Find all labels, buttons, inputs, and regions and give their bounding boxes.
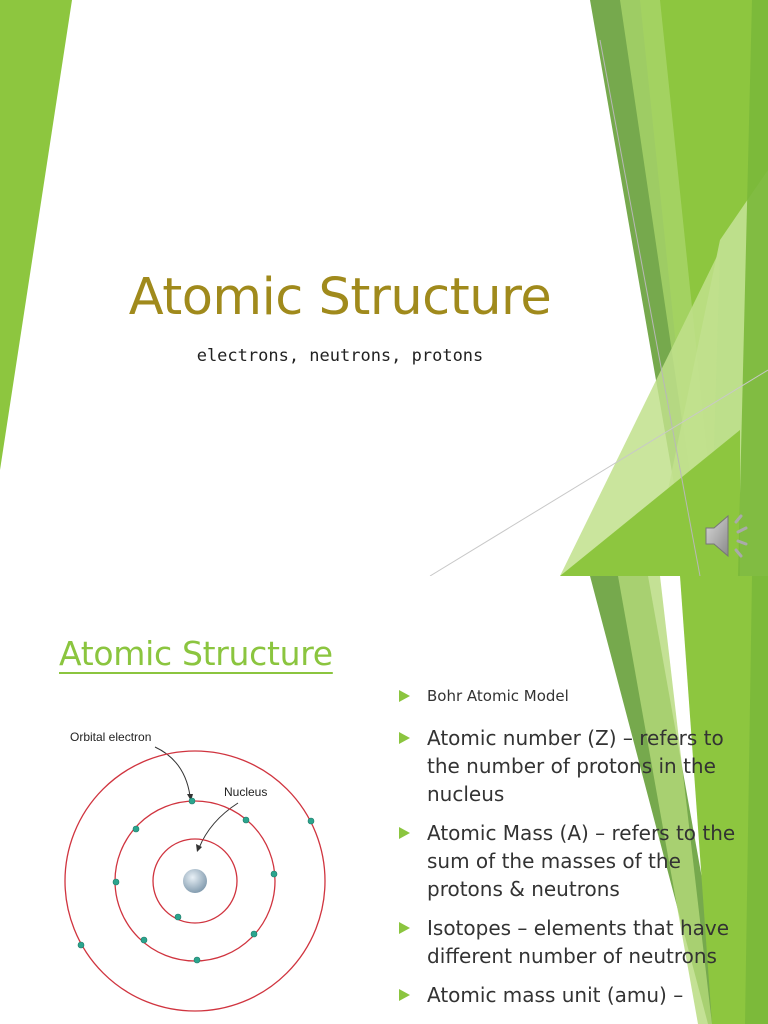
electron	[175, 914, 181, 920]
slide-1-title: Atomic Structure	[128, 268, 552, 327]
bullet-atomic-mass	[397, 819, 737, 903]
nucleus-label: Nucleus	[224, 785, 268, 799]
bullet-amu	[397, 981, 737, 1009]
bullet-text: Isotopes – elements that have different number of neutrons	[427, 916, 730, 968]
left-green-wedge	[0, 0, 72, 470]
slide-2	[0, 576, 768, 1024]
bullet-text: Atomic number (Z) – refers to the number of protons in the nucleus	[427, 726, 724, 806]
bullet-atomic-number	[397, 724, 737, 808]
bullet-arrow-icon	[399, 989, 410, 1001]
electron	[251, 931, 257, 937]
bullet-arrow-icon	[399, 827, 410, 839]
nucleus	[183, 869, 207, 893]
bullet-text: Atomic mass unit (amu) –	[427, 983, 684, 1007]
electron	[308, 818, 314, 824]
bullet-bohr-model	[397, 686, 737, 706]
bullet-isotopes	[397, 914, 737, 970]
bullet-arrow-icon	[399, 732, 410, 744]
electron	[133, 826, 139, 832]
slide-2-title: Atomic Structure	[59, 634, 333, 673]
electron	[78, 942, 84, 948]
bohr-atom-diagram	[50, 716, 350, 1016]
electron	[141, 937, 147, 943]
electron	[189, 798, 195, 804]
electron	[194, 957, 200, 963]
bullet-arrow-icon	[399, 690, 410, 702]
bullet-text: Bohr Atomic Model	[427, 687, 569, 705]
speaker-icon[interactable]	[700, 510, 756, 562]
slide-1-subtitle: electrons, neutrons, protons	[196, 346, 484, 366]
electron	[243, 817, 249, 823]
bullet-text: Atomic Mass (A) – refers to the sum of the masses of the protons & neutrons	[427, 821, 736, 901]
orbital-electron-pointer	[155, 747, 190, 796]
electron	[271, 871, 277, 877]
bullet-list	[397, 686, 737, 1020]
bullet-arrow-icon	[399, 922, 410, 934]
orbital-electron-label: Orbital electron	[70, 730, 152, 744]
electron	[113, 879, 119, 885]
